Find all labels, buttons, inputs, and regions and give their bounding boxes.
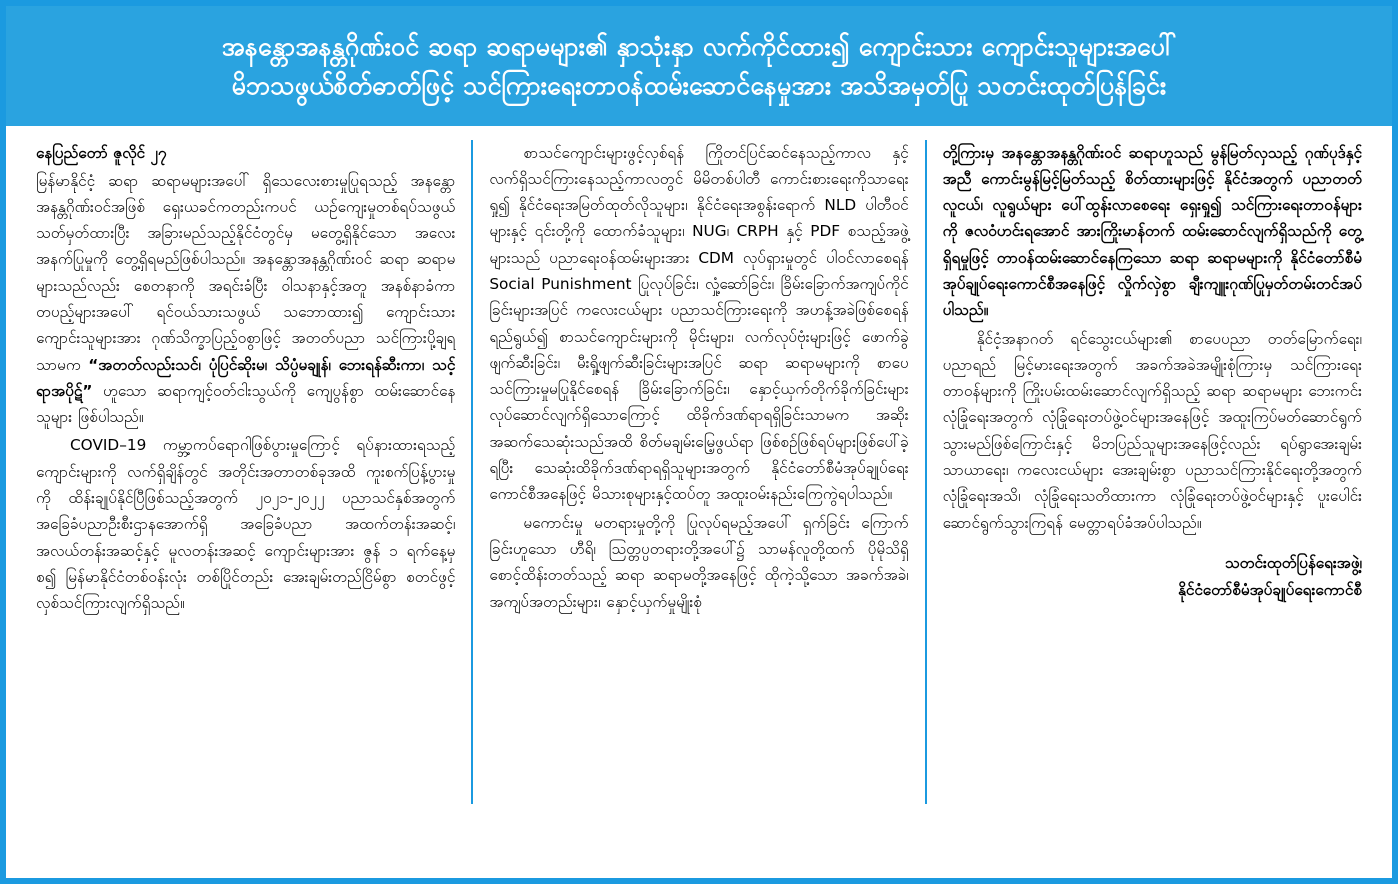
header-title-line-1: အနန္တောအနန္တဂိုဏ်းဝင် ဆရာ ဆရာမများ၏ နှာသုံးနှာ လက်ကိုင်ထား၍ ကျောင်းသား ကျောင်းသူများအပေါ် <box>221 32 1177 61</box>
paragraph <box>489 510 908 615</box>
paragraph <box>36 432 455 616</box>
emphasis-text: “အတတ်လည်းသင်၊ ပုံပြင်ဆိုးမ၊ သိပ္ပံမချုန်၊ ဘေးရန်ဆီးကာ၊ သင့်ရာအပိုဋ်” <box>36 355 456 400</box>
emphasis-text: တို့ကြားမှ အနန္တောအနန္တဂိုဏ်းဝင် ဆရာဟူသည် မွန်မြတ်လှသည့် ဂုဏ်ပုဒ်နှင့်အညီ ကောင်းမွန်မြင့်မြတ်သည့် စိတ်ထားများဖြင့် နိုင်ငံအတွက် ပညာတတ်လူငယ်၊ လူရွယ်များ ပေါ်ထွန်းလာစေရေး ရှေးရှု၍ သင်ကြားရေးတာဝန်များကို ဇလဝံဟင်းရအောင် အားကြိုးမာန်တက် ထမ်းဆောင်လျက်ရှိသည်ကို တွေ့ရှိရမှုဖြင့် တာဝန်ထမ်းဆောင်နေကြသော ဆရာ ဆရာမများကို နိုင်ငံတော်စီမံအုပ်ချုပ်ရေးကောင်စီအနေဖြင့် လှိုက်လှဲစွာ ချီးကျူးဂုဏ်ပြုမှတ်တမ်းတင်အပ်ပါသည်။ <box>942 143 1362 320</box>
body-text: COVID–19 ကမ္ဘာ့ကပ်ရောဂါဖြစ်ပွားမှုကြောင့် ရပ်နားထားရသည့် ကျောင်းများကို လက်ရှိချိန်တွင် အတိုင်းအတာတစ်ခုအထိ ကူးစက်ပြန့်ပွားမှုကို ထိန်းချုပ်နိုင်ပြီဖြစ်သည့်အတွက် ၂၀၂၁-၂၀၂၂ ပညာသင်နှစ်အတွက် အခြေခံပညာဦးစီးဌာနအောက်ရှိ အခြေခံပညာ အထက်တန်းအဆင့်၊ အလယ်တန်းအဆင့်နှင့် မူလတန်းအဆင့် ကျောင်းများအား ဇွန် ၁ ရက်နေ့မှစ၍ မြန်မာနိုင်ငံတစ်ဝန်းလုံး တစ်ပြိုင်တည်း အေးချမ်းတည်ငြိမ်စွာ စတင်ဖွင့်လှစ်သင်ကြားလျက်ရှိသည်။ <box>36 436 456 613</box>
paragraph <box>943 140 1362 324</box>
paragraph <box>943 326 1362 536</box>
article-column-1 <box>24 140 467 804</box>
article-body <box>6 126 1392 812</box>
column-divider <box>925 140 927 804</box>
signoff-line: နိုင်ငံတော်စီမံအုပ်ချုပ်ရေးကောင်စီ <box>1177 580 1362 599</box>
signoff-line: သတင်းထုတ်ပြန်ရေးအဖွဲ့၊ <box>1224 553 1362 572</box>
header-title-line-2: မိဘသဖွယ်စိတ်ဓာတ်ဖြင့် သင်ကြားရေးတာဝန်ထမ်းဆောင်နေမှုအား အသိအမှတ်ပြု သတင်းထုတ်ပြန်ခြင်း <box>231 70 1167 100</box>
body-text: မကောင်းမှု မတရားမှုတို့ကို ပြုလုပ်ရမည့်အပေါ် ရှက်ခြင်း ကြောက်ခြင်းဟူသော ဟီရိ၊ ဩတ္တပ္ပတရားတို့အပေါ်၌ သာမန်လူတို့ထက် ပိုမိုသိရှိစောင့်ထိန်းတတ်သည့် ဆရာ ဆရာမတို့အနေဖြင့် ထိုကဲ့သို့သော အခက်အခဲ၊ အကျပ်အတည်းများ၊ နှောင့်ယှက်မှုမျိုးစုံ <box>489 513 909 611</box>
signoff-block <box>943 550 1362 604</box>
paragraph <box>489 140 908 508</box>
body-text: စာသင်ကျောင်းများဖွင့်လှစ်ရန် ကြိုတင်ပြင်ဆင်နေသည့်ကာလ နှင့် လက်ရှိသင်ကြားနေသည့်ကာလတွင် မိမိတစ်ပါတီ ကောင်းစားရေးကိုသာရေးရှု၍ နိုင်ငံရေးအမြတ်ထုတ်လိုသူများ၊ နိုင်ငံရေးအစွန်းရောက် NLD ပါတီဝင်များနှင့် ၎င်းတို့ကို ထောက်ခံသူများ၊ NUG၊ CRPH နှင့် PDF စသည့်အဖွဲ့များသည် ပညာရေးဝန်ထမ်းများအား CDM လုပ်ရှားမှုတွင် ပါဝင်လာစေရန် Social Punishment ပြုလုပ်ခြင်း၊ လှုံ့ဆော်ခြင်း၊ ခြိမ်းခြောက်အကျပ်ကိုင်ခြင်းများအပြင် ကလေးငယ်များ ပညာသင်ကြားရေးကို အဟန့်အခဲဖြစ်စေရန် ရည်ရွယ်၍ စာသင်ကျောင်းများကို မိုင်းများ၊ လက်လုပ်ဗုံးများဖြင့် ဖောက်ခွဲဖျက်ဆီးခြင်း၊ မီးရှို့ဖျက်ဆီးခြင်းများအပြင် ဆရာ ဆရာမများကို စာပေသင်ကြားမှုမပြုနိုင်စေရန် ခြိမ်းခြောက်ခြင်း၊ နှောင့်ယှက်တိုက်ခိုက်ခြင်းများ လုပ်ဆောင်လျက်ရှိသောကြောင့် ထိခိုက်ဒဏ်ရာရရှိခြင်းသာမက အဆိုးအဆက်သေဆုံးသည်အထိ စိတ်မချမ်းမြေ့ဖွယ်ရာ ဖြစ်စဉ်ဖြစ်ရပ်များဖြစ်ပေါ်ခဲ့ရပြီး သေဆုံးထိခိုက်ဒဏ်ရာရရှိသူများအတွက် နိုင်ငံတော်စီမံအုပ်ချုပ်ရေးကောင်စီအနေဖြင့် မိသားစုများနှင့်ထပ်တူ အထူးဝမ်းနည်းကြေကွဲရပါသည်။ <box>489 143 909 504</box>
article-column-2 <box>477 140 920 804</box>
body-text: နိုင်ငံ့အနာဂတ် ရင်သွေးငယ်များ၏ စာပေပညာ တတ်မြောက်ရေး၊ ပညာရည် မြင့်မားရေးအတွက် အခက်အခဲအမျိုးစုံကြားမှ သင်ကြားရေး တာဝန်များကို ကြိုးပမ်းထမ်းဆောင်လျက်ရှိသည့် ဆရာ ဆရာမများ ဘေးကင်းလုံခြုံရေးအတွက် လုံခြုံရေးတပ်ဖွဲ့ဝင်များအနေဖြင့် အထူးကြပ်မတ်ဆောင်ရွက်သွားမည်ဖြစ်ကြောင်းနှင့် မိဘပြည်သူများအနေဖြင့်လည်း ရပ်ရွာအေးချမ်းသာယာရေး၊ ကလေးငယ်များ အေးချမ်းစွာ ပညာသင်ကြားနိုင်ရေးတို့အတွက် လုံခြုံရေးအသိ၊ လုံခြုံရေးသတိထားကာ လုံခြုံရေးတပ်ဖွဲ့ဝင်များနှင့် ပူးပေါင်းဆောင်ရွက်သွားကြရန် မေတ္တာရပ်ခံအပ်ပါသည်။ <box>942 329 1362 532</box>
header-banner <box>6 6 1392 126</box>
article-column-3 <box>931 140 1374 804</box>
column-divider <box>471 140 473 804</box>
body-text: ဟူသော ဆရာကျင့်ဝတ်ငါးသွယ်ကို ကျေပွန်စွာ ထမ်းဆောင်နေသူများ ဖြစ်ပါသည်။ <box>36 381 456 427</box>
dateline: နေပြည်တော် ဇူလိုင် ၂၇ <box>36 143 167 162</box>
paragraph <box>36 168 455 431</box>
body-text: မြန်မာနိုင်ငံ့ ဆရာ ဆရာမများအပေါ် ရှိသေလေးစားမှုပြုရသည့် အနန္တောအနန္တဂိုဏ်းဝင်အဖြစ် ရှေးယခင်ကတည်းကပင် ယဉ်ကျေးမှုတစ်ရပ်သဖွယ် သတ်မှတ်ထားပြီး အခြားမည်သည့်နိုင်ငံတွင်မှ မတွေ့ရှိနိုင်သော အလေးအနက်ပြုမှုကို တွေ့ရှိရမည်ဖြစ်ပါသည်။ အနန္တောအနန္တဂိုဏ်းဝင် ဆရာ ဆရာမများသည်လည်း စေတနာကို အရင်းခံပြီး ဝါသနာနှင့်အတူ အနစ်နာခံကာ တပည့်များအပေါ် ရင်ဝယ်သားသဖွယ် သဘောထား၍ ကျောင်းသား ကျောင်းသူများအား ဂုဏ်သိက္ခာပြည့်ဝစွာဖြင့် အတတ်ပညာ သင်ကြားပို့ချရသာမက <box>36 171 456 374</box>
